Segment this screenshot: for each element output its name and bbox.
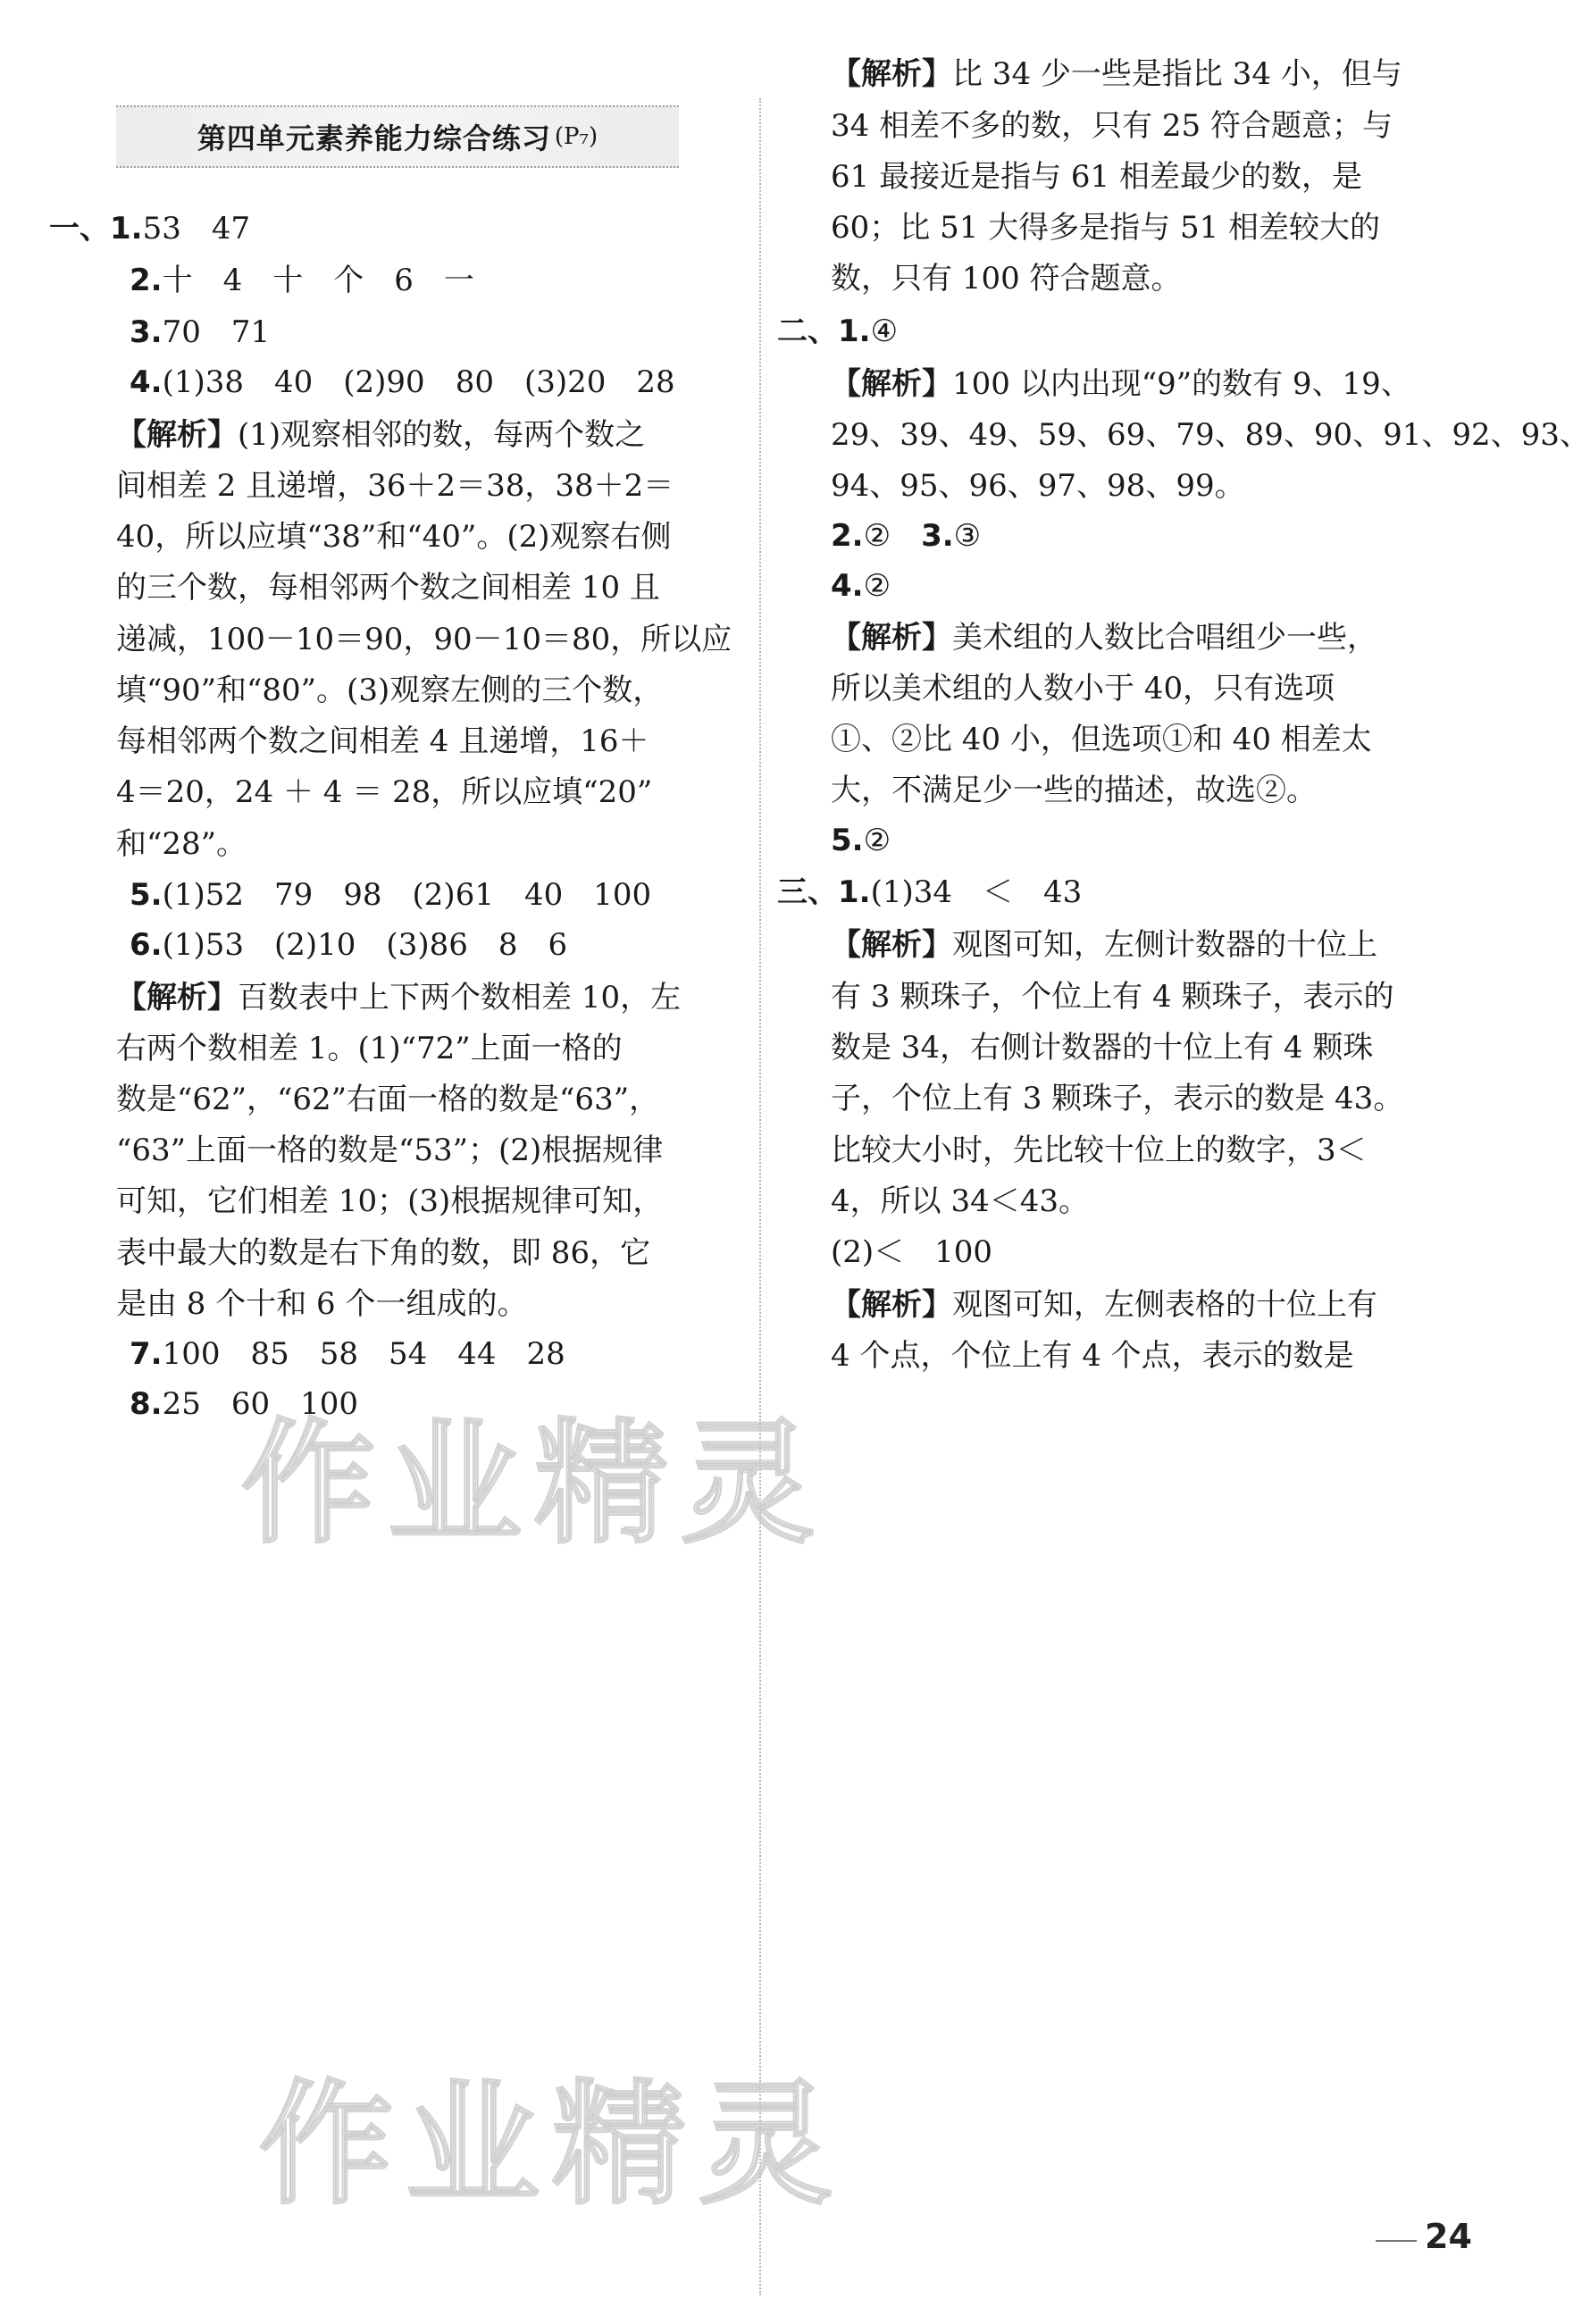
line-text: 可知，它们相差 10；(3)根据规律可知， — [116, 1183, 664, 1219]
right-line — [831, 468, 1245, 504]
line-text: 右两个数相差 1。(1)“72”上面一格的 — [116, 1031, 623, 1066]
left-line — [116, 723, 649, 759]
right-line — [831, 518, 981, 554]
question-number: 8. — [130, 1386, 163, 1422]
line-text: 子，个位上有 3 颗珠子，表示的数是 43。 — [831, 1081, 1404, 1116]
line-text: 94、95、96、97、98、99。 — [831, 468, 1245, 504]
analysis-tag: 【解析】 — [831, 1287, 952, 1323]
section-title-page-ref: (P₇) — [554, 123, 598, 150]
line-text: 是由 8 个十和 6 个一组成的。 — [116, 1286, 528, 1322]
left-line — [116, 417, 645, 453]
right-line — [831, 1338, 1354, 1374]
question-number: 1. — [838, 874, 871, 910]
line-text: 60；比 51 大得多是指与 51 相差较大的 — [831, 210, 1381, 246]
left-line — [116, 826, 247, 862]
line-text: 所以美术组的人数小于 40，只有选项 — [831, 671, 1335, 706]
line-text: 比较大小时，先比较十位上的数字，3＜ — [831, 1133, 1367, 1168]
left-line — [116, 519, 671, 555]
line-text: 每相邻两个数之间相差 4 且递增，16＋ — [116, 723, 649, 759]
right-line — [831, 159, 1362, 195]
line-text: 100 85 58 54 44 28 — [162, 1336, 565, 1372]
line-text: (1)34 ＜ 43 — [870, 874, 1083, 910]
right-line — [831, 261, 1182, 297]
line-text: 十 4 十 个 6 一 — [162, 263, 474, 298]
right-line — [831, 56, 1402, 92]
analysis-tag: 【解析】 — [831, 927, 952, 963]
line-text: 数是 34，右侧计数器的十位上有 4 颗珠 — [831, 1030, 1374, 1066]
line-text: 大，不满足少一些的描述，故选②。 — [831, 773, 1317, 808]
analysis-tag: 【解析】 — [831, 56, 952, 92]
line-text: (1)38 40 (2)90 80 (3)20 28 — [162, 364, 675, 400]
left-line — [130, 263, 474, 298]
right-line — [777, 874, 1082, 910]
analysis-tag: 【解析】 — [116, 417, 238, 453]
left-line — [116, 468, 674, 504]
right-line — [831, 979, 1394, 1015]
line-text: 表中最大的数是右下角的数，即 86，它 — [116, 1235, 651, 1271]
line-text: ② — [863, 518, 922, 554]
line-text: (1)52 79 98 (2)61 40 100 — [162, 877, 652, 913]
left-line — [130, 877, 651, 913]
section-title-banner — [116, 105, 679, 168]
line-text: 观图可知，左侧计数器的十位上 — [952, 927, 1377, 963]
analysis-tag: 【解析】 — [116, 980, 238, 1016]
line-text: 4，所以 34＜43。 — [831, 1183, 1089, 1219]
line-text: 填“90”和“80”。(3)观察左侧的三个数， — [116, 673, 664, 708]
left-line — [116, 673, 663, 708]
page-number: 24 — [1425, 2217, 1472, 2256]
left-line — [130, 1336, 565, 1372]
left-line — [130, 364, 675, 400]
left-line — [116, 570, 660, 606]
line-text: 观图可知，左侧表格的十位上有 — [952, 1287, 1377, 1323]
right-line — [831, 210, 1380, 246]
line-text: (1)53 (2)10 (3)86 8 6 — [162, 927, 568, 963]
line-text: “63”上面一格的数是“53”；(2)根据规律 — [116, 1133, 664, 1168]
right-line — [831, 773, 1317, 808]
line-text: 比 34 少一些是指比 34 小，但与 — [952, 56, 1402, 92]
watermark-2: 作业精灵 — [259, 2068, 846, 2223]
section-marker: 三、 — [777, 874, 838, 910]
right-line — [831, 417, 1590, 453]
line-text: 和“28”。 — [116, 826, 247, 862]
right-line — [831, 366, 1411, 402]
question-number: 2. — [130, 263, 163, 298]
right-line — [831, 722, 1372, 757]
left-line — [116, 980, 681, 1016]
right-line — [831, 620, 1377, 656]
line-text: (1)观察相邻的数，每两个数之 — [238, 417, 646, 453]
left-line — [116, 622, 732, 657]
line-text: ② — [863, 823, 891, 858]
line-text: 的三个数，每相邻两个数之间相差 10 且 — [116, 570, 660, 606]
question-number: 4. — [130, 364, 163, 400]
line-text: 29、39、49、59、69、79、89、90、91、92、93、 — [831, 417, 1590, 453]
left-line — [116, 1235, 650, 1271]
question-number: 1. — [110, 211, 143, 247]
line-text: 美术组的人数比合唱组少一些， — [952, 620, 1377, 656]
section-marker: 二、 — [777, 313, 838, 349]
right-line — [831, 1234, 992, 1270]
question-number: 5. — [831, 823, 864, 858]
question-number: 5. — [130, 877, 163, 913]
line-text: ①、②比 40 小，但选项①和 40 相差太 — [831, 722, 1372, 757]
right-line — [831, 1133, 1367, 1168]
question-number: 1. — [838, 313, 871, 349]
line-text: 61 最接近是指与 61 相差最少的数，是 — [831, 159, 1362, 195]
analysis-tag: 【解析】 — [831, 620, 952, 656]
line-text: 递减，100－10＝90，90－10＝80，所以应 — [116, 622, 732, 657]
question-number: 6. — [130, 927, 163, 963]
left-line — [49, 211, 250, 247]
line-text: 4＝20，24 ＋ 4 ＝ 28，所以应填“20” — [116, 774, 653, 810]
right-line — [831, 1287, 1377, 1323]
line-text: 有 3 颗珠子，个位上有 4 颗珠子，表示的 — [831, 979, 1394, 1015]
section-title: 第四单元素养能力综合练习 — [197, 121, 551, 155]
left-line — [116, 774, 652, 810]
right-line — [831, 671, 1335, 706]
analysis-tag: 【解析】 — [831, 366, 952, 402]
line-text: ③ — [953, 518, 982, 554]
left-line — [116, 1031, 623, 1066]
left-line — [130, 314, 270, 350]
line-text: 25 60 100 — [162, 1386, 359, 1422]
line-text: (2)＜ 100 — [831, 1234, 993, 1270]
question-number: 4. — [831, 568, 864, 604]
left-line — [116, 1183, 663, 1219]
left-line — [116, 1133, 663, 1168]
right-line — [831, 1030, 1373, 1066]
line-text: 70 71 — [162, 314, 271, 350]
line-text: 40，所以应填“38”和“40”。(2)观察右侧 — [116, 519, 672, 555]
line-text: 100 以内出现“9”的数有 9、19、 — [952, 366, 1411, 402]
line-text: 百数表中上下两个数相差 10，左 — [238, 980, 682, 1016]
left-line — [116, 1286, 528, 1322]
line-text: 34 相差不多的数，只有 25 符合题意；与 — [831, 108, 1393, 144]
question-number: 3. — [921, 518, 954, 554]
right-line — [777, 313, 898, 349]
column-divider — [759, 98, 761, 2295]
right-line — [831, 1183, 1089, 1219]
line-text: ④ — [870, 313, 899, 349]
right-line — [831, 823, 891, 858]
line-text: 53 47 — [142, 211, 251, 247]
line-text: 间相差 2 且递增，36＋2＝38，38＋2＝ — [116, 468, 674, 504]
watermark-1: 作业精灵 — [241, 1407, 828, 1562]
footer-dash — [1376, 2240, 1417, 2242]
question-number: 3. — [130, 314, 163, 350]
line-text: ② — [863, 568, 891, 604]
left-line — [130, 927, 567, 963]
line-text: 数，只有 100 符合题意。 — [831, 261, 1182, 297]
section-marker: 一、 — [49, 211, 110, 247]
left-line — [116, 1082, 659, 1117]
right-line — [831, 927, 1377, 963]
line-text: 数是“62”，“62”右面一格的数是“63”， — [116, 1082, 660, 1117]
question-number: 7. — [130, 1336, 163, 1372]
line-text: 4 个点，个位上有 4 个点，表示的数是 — [831, 1338, 1354, 1374]
right-line — [831, 1081, 1403, 1116]
right-line — [831, 568, 891, 604]
right-line — [831, 108, 1393, 144]
question-number: 2. — [831, 518, 864, 554]
